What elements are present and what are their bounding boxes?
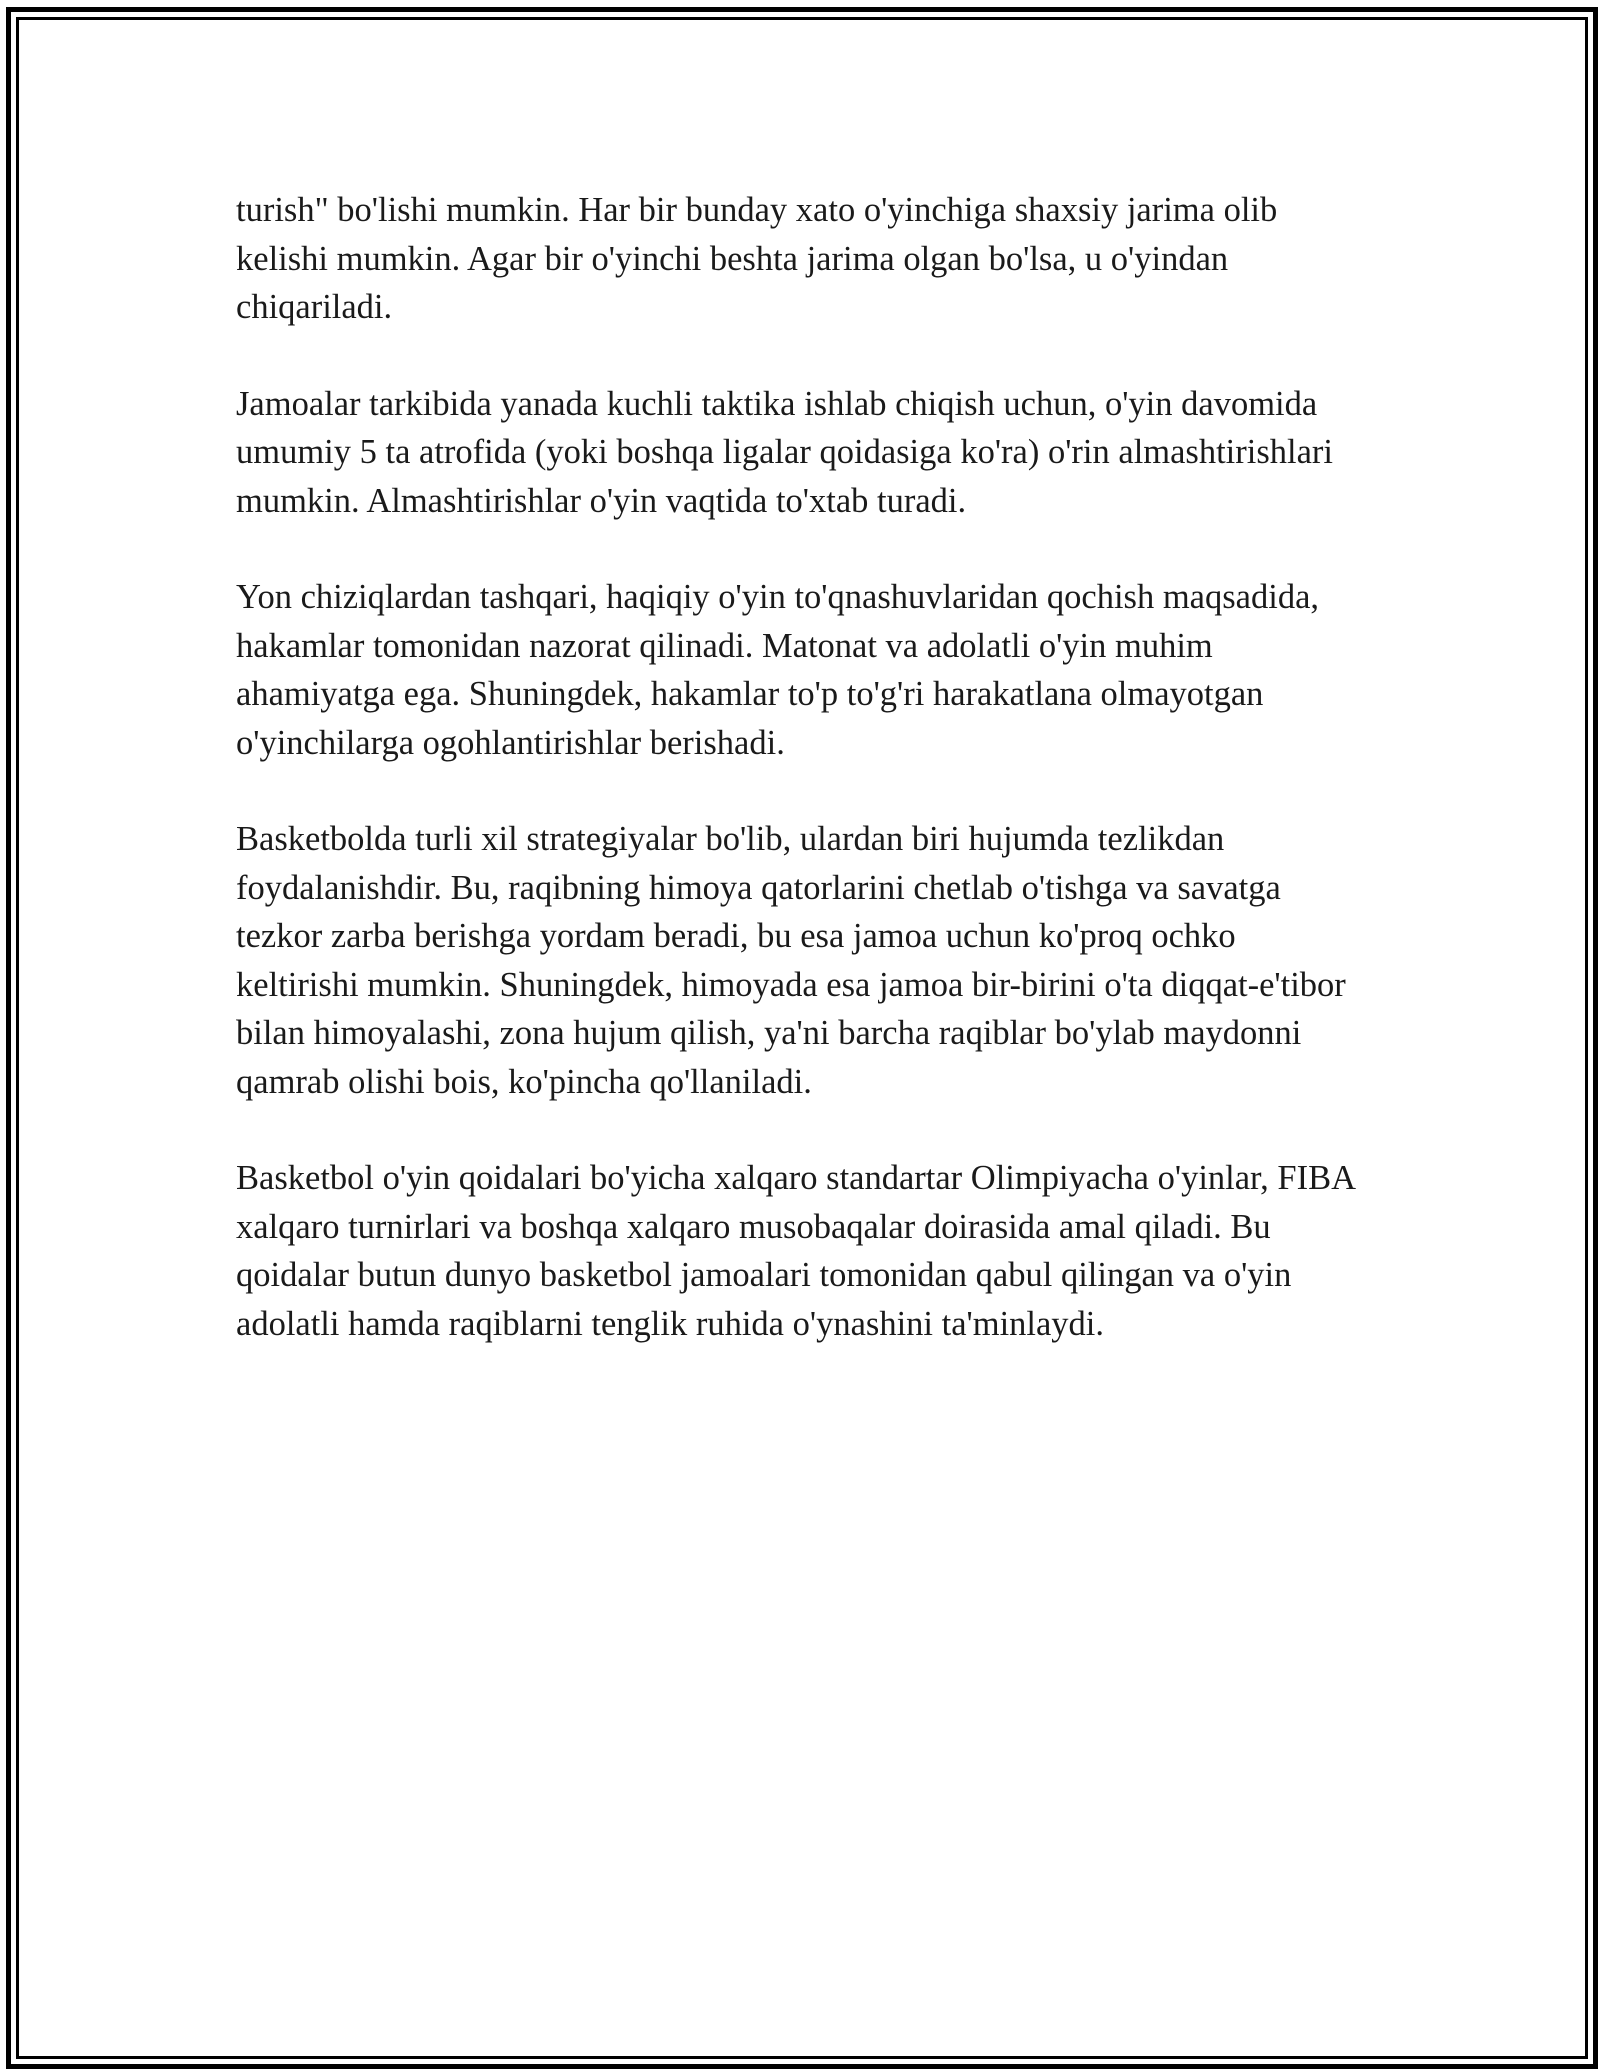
paragraph-5: Basketbol o'yin qoidalari bo'yicha xalqaro standartar Olimpiyacha o'yinlar, FIBA xalqaro turnirlari va boshqa xalqaro musobaqalar doirasida amal qiladi. Bu qoidalar butun dunyo basketbol jamoalari tomonidan qabul qilingan va o'yin adolatli hamda raqiblarni tenglik ruhida o'ynashini ta'minlaydi. xyxy=(236,1159,1355,1343)
document-body xyxy=(236,186,1366,1396)
paragraph-3: Yon chiziqlardan tashqari, haqiqiy o'yin to'qnashuvlaridan qochish maqsadida, hakamlar tomonidan nazorat qilinadi. Matonat va adolatli o'yin muhim ahamiyatga ega. Shuningdek, hakamlar to'p to'g'ri harakatlana olmayotgan o'yinchilarga ogohlantirishlar berishadi. xyxy=(236,578,1320,762)
paragraph-1: turish" bo'lishi mumkin. Har bir bunday xato o'yinchiga shaxsiy jarima olib kelishi mumkin. Agar bir o'yinchi beshta jarima olgan bo'lsa, u o'yindan chiqariladi. xyxy=(236,191,1278,326)
paragraph-4: Basketbolda turli xil strategiyalar bo'lib, ulardan biri hujumda tezlikdan foydalanishdir. Bu, raqibning himoya qatorlarini chetlab o'tishga va savatga tezkor zarba berishga yordam beradi, bu esa jamoa uchun ko'proq ochko keltirishi mumkin. Shuningdek, himoyada esa jamoa bir-birini o'ta diqqat-e'tibor bilan himoyalashi, zona hujum qilish, ya'ni barcha raqiblar bo'ylab maydonni qamrab olishi bois, ko'pincha qo'llaniladi. xyxy=(236,820,1346,1101)
paragraph-2: Jamoalar tarkibida yanada kuchli taktika ishlab chiqish uchun, o'yin davomida umumiy 5 ta atrofida (yoki boshqa ligalar qoidasiga ko'ra) o'rin almashtirishlari mumkin. Almashtirishlar o'yin vaqtida to'xtab turadi. xyxy=(236,384,1333,520)
